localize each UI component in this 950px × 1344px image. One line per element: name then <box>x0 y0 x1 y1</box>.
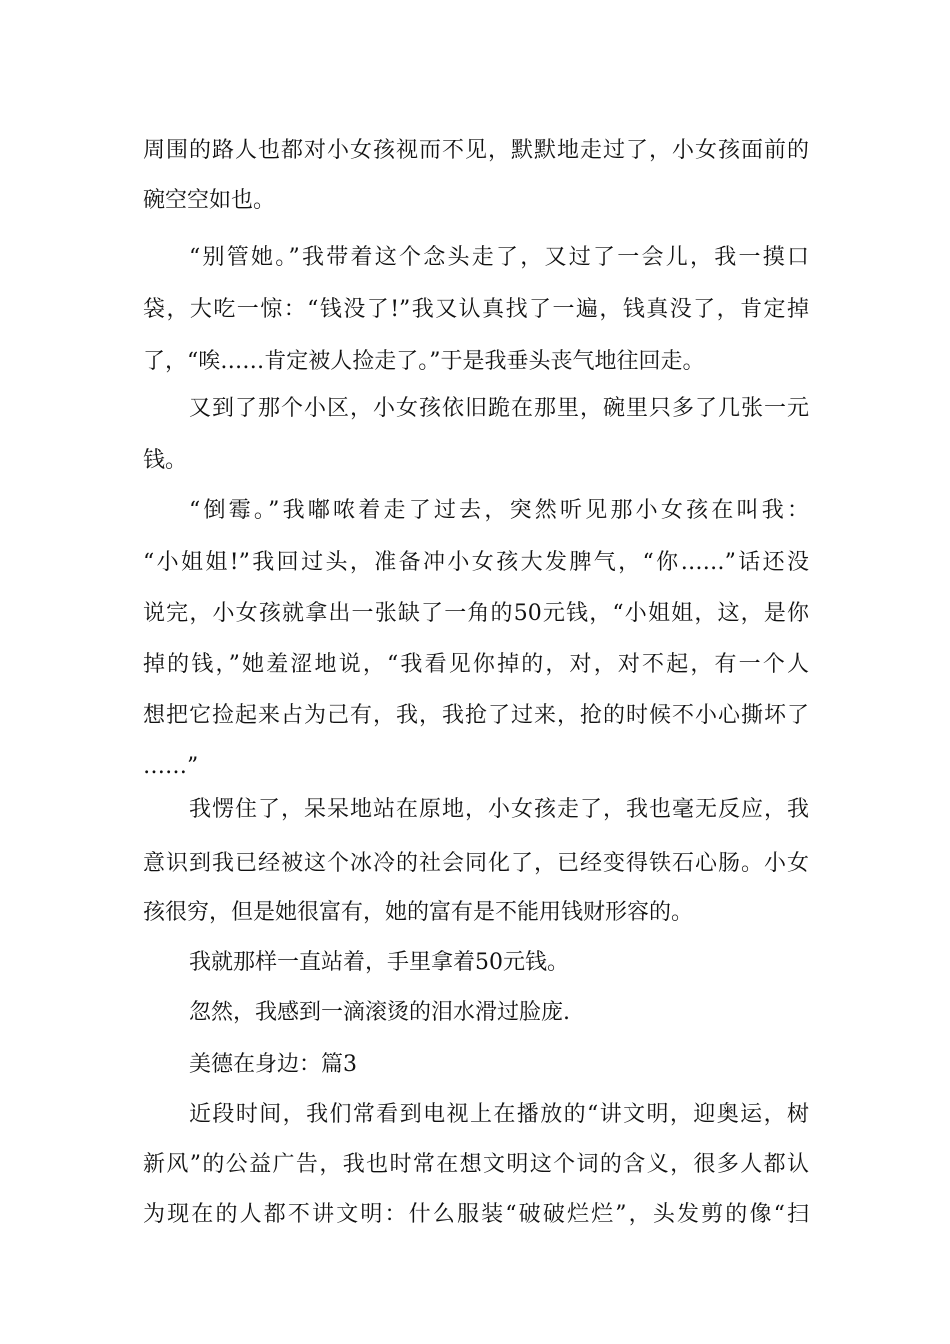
text-line: 又到了那个小区，小女孩依旧跪在那里，碗里只多了几张一元 <box>189 396 809 421</box>
text-line: “倒霉。”我嘟哝着走了过去，突然听见那小女孩在叫我： <box>189 498 809 523</box>
text-line: 周围的路人也都对小女孩视而不见，默默地走过了，小女孩面前的 <box>143 138 809 163</box>
text-line: 钱。 <box>143 448 188 473</box>
section-heading: 美德在身边：篇3 <box>189 1052 357 1077</box>
text-line: 袋，大吃一惊：“钱没了!”我又认真找了一遍，钱真没了，肯定掉 <box>143 297 809 322</box>
text-line: 孩很穷，但是她很富有，她的富有是不能用钱财形容的。 <box>143 900 694 925</box>
text-line: 为现在的人都不讲文明：什么服装“破破烂烂”，头发剪的像“扫 <box>143 1202 809 1227</box>
text-line: 我愣住了，呆呆地站在原地，小女孩走了，我也毫无反应，我 <box>189 797 809 822</box>
text-line: 了，“唉……肯定被人捡走了。”于是我垂头丧气地往回走。 <box>143 349 705 374</box>
text-line: 说完，小女孩就拿出一张缺了一角的50元钱，“小姐姐，这，是你 <box>143 601 809 626</box>
text-line: 新风”的公益广告，我也时常在想文明这个词的含义，很多人都认 <box>143 1152 809 1177</box>
text-line: 我就那样一直站着，手里拿着50元钱。 <box>189 950 569 975</box>
text-line: 碗空空如也。 <box>143 188 276 213</box>
text-line: “小姐姐!”我回过头，准备冲小女孩大发脾气，“你……”话还没 <box>143 550 809 575</box>
text-line: 忽然，我感到一滴滚烫的泪水滑过脸庞. <box>189 1000 570 1025</box>
text-line: 意识到我已经被这个冰冷的社会同化了，已经变得铁石心肠。小女 <box>143 851 809 876</box>
text-line: 掉的钱，”她羞涩地说，“我看见你掉的，对，对不起，有一个人 <box>143 652 809 677</box>
text-line: 想把它捡起来占为己有，我，我抢了过来，抢的时候不小心撕坏了 <box>143 703 809 728</box>
text-line: “别管她。”我带着这个念头走了，又过了一会儿，我一摸口 <box>189 245 809 270</box>
text-line: 近段时间，我们常看到电视上在播放的“讲文明，迎奥运，树 <box>189 1102 809 1127</box>
text-line: ……” <box>143 754 199 779</box>
